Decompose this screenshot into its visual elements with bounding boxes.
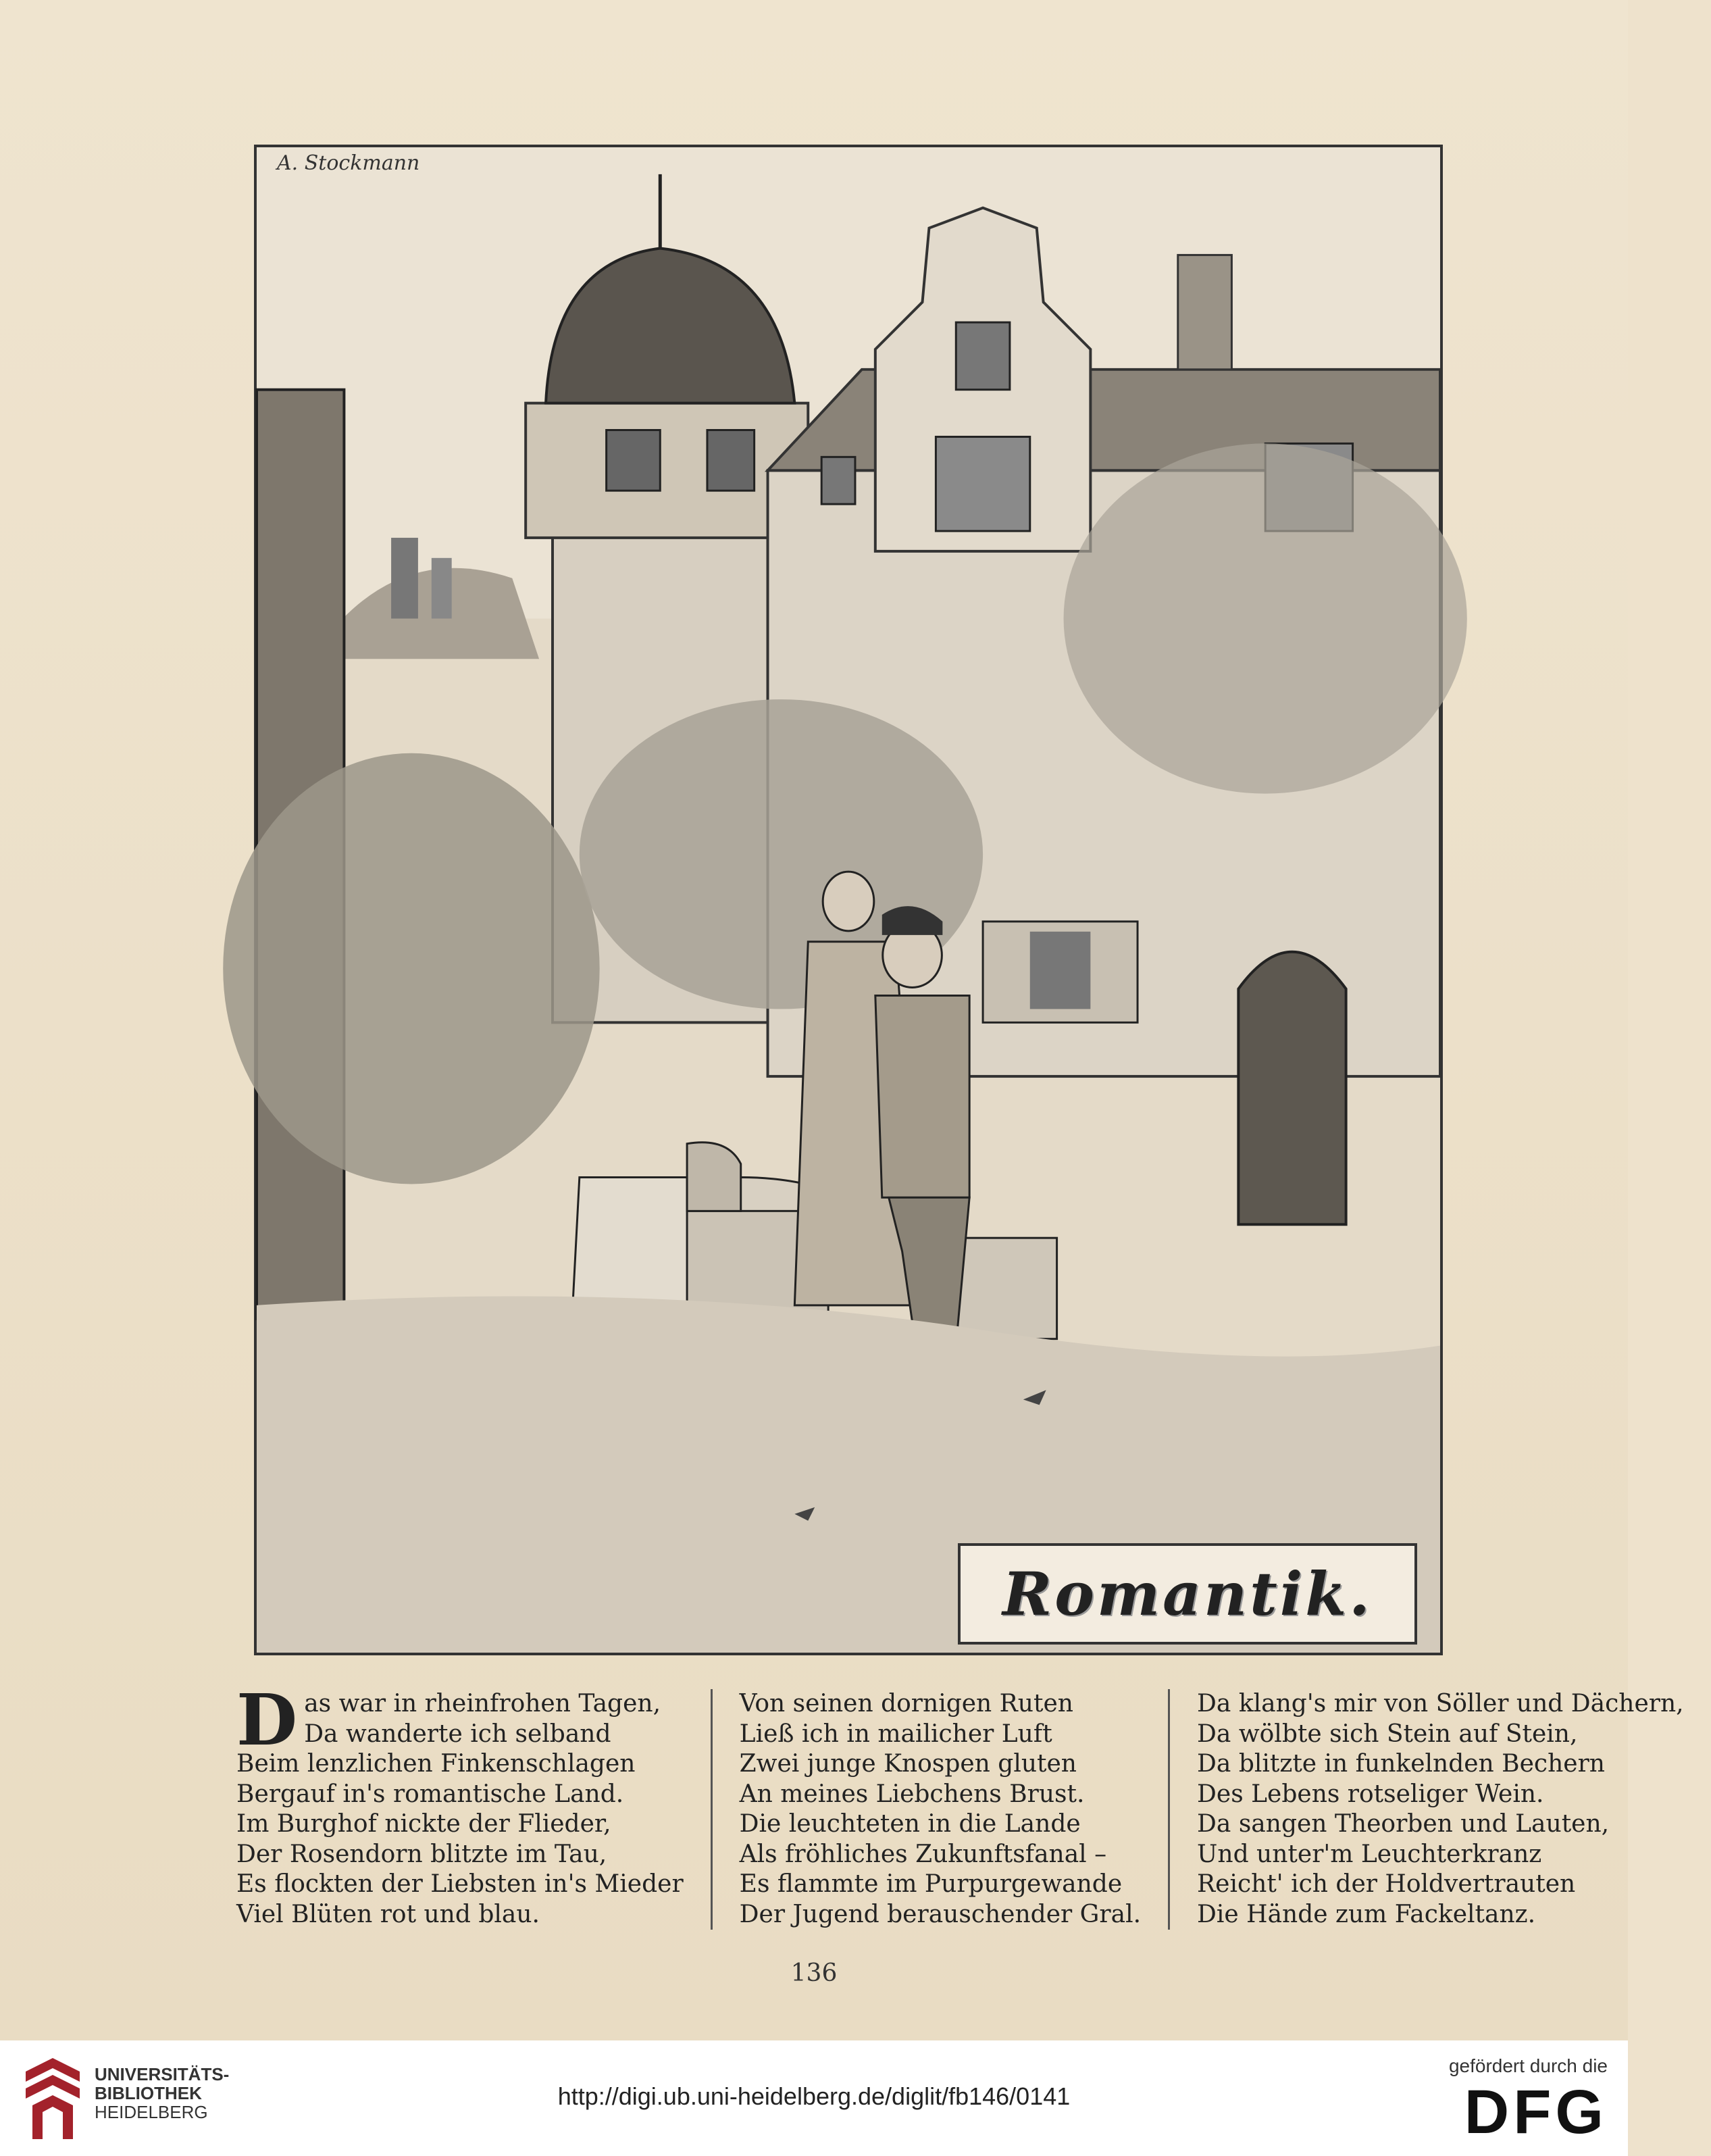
poem-line: Da blitzte in funkelnden Bechern — [1197, 1750, 1605, 1778]
poem-stanza-3 — [1168, 1689, 1711, 1930]
illustration-title-box — [958, 1543, 1417, 1645]
poem-line: Es flockten der Liebsten in's Mieder — [236, 1870, 684, 1898]
illustration-title: Romantik. — [1002, 1559, 1373, 1629]
dfg-logo: DFG — [1464, 2078, 1608, 2147]
sponsor-text: gefördert durch die — [1448, 2055, 1608, 2076]
poem-line: Des Lebens rotseliger Wein. — [1197, 1780, 1544, 1808]
poem-stanza-1 — [209, 1678, 711, 1930]
poem-line: Da wanderte ich selband — [304, 1720, 611, 1748]
poem-line: Von seinen dornigen Ruten — [739, 1690, 1073, 1718]
poem-line: Ließ ich in mailicher Luft — [739, 1720, 1052, 1748]
dropcap: D — [236, 1678, 298, 1761]
sponsor — [1448, 2055, 1608, 2147]
poem-line: Der Rosendorn blitzte im Tau, — [236, 1840, 607, 1868]
poem-line: Der Jugend berauschender Gral. — [739, 1900, 1142, 1928]
artist-signature: A. Stockmann — [277, 151, 420, 175]
illustration — [254, 145, 1443, 1655]
poem-line-text: as war in rheinfrohen Tagen, — [304, 1690, 661, 1718]
library-name-line: BIBLIOTHEK — [95, 2083, 202, 2103]
poem-line: Die leuchteten in die Lande — [739, 1810, 1081, 1838]
poem-line: Reicht' ich der Holdvertrauten — [1197, 1870, 1576, 1898]
library-name-line: HEIDELBERG — [95, 2102, 208, 2122]
page-number: 136 — [790, 1959, 838, 1987]
poem — [209, 1678, 1684, 1930]
poem-line: Die Hände zum Fackeltanz. — [1197, 1900, 1536, 1928]
permalink-url[interactable]: http://digi.ub.uni-heidelberg.de/diglit/fb146/0141 — [557, 2082, 1071, 2110]
library-name-line: UNIVERSITÄTS- — [95, 2064, 230, 2084]
poem-line: Bergauf in's romantische Land. — [236, 1780, 624, 1808]
poem-line-first — [236, 1689, 684, 1720]
poem-line: Beim lenzlichen Finkenschlagen — [236, 1750, 636, 1778]
poem-line: Und unter'm Leuchterkranz — [1197, 1840, 1542, 1868]
poem-line: Es flammte im Purpurgewande — [739, 1870, 1123, 1898]
footer-bar — [0, 2040, 1628, 2156]
poem-line: Da sangen Theorben und Lauten, — [1197, 1810, 1610, 1838]
poem-line: Im Burghof nickte der Flieder, — [236, 1810, 611, 1838]
poem-line: Da wölbte sich Stein auf Stein, — [1197, 1720, 1578, 1748]
poem-line: Da klang's mir von Söller und Dächern, — [1197, 1690, 1684, 1718]
poem-line: An meines Liebchens Brust. — [739, 1780, 1085, 1808]
poem-line: Zwei junge Knospen gluten — [739, 1750, 1077, 1778]
illustration-drawing — [257, 147, 1440, 1653]
poem-stanza-2 — [711, 1689, 1168, 1930]
poem-line: Als fröhliches Zukunftsfanal – — [739, 1840, 1107, 1868]
poem-line: Viel Blüten rot und blau. — [236, 1900, 540, 1928]
